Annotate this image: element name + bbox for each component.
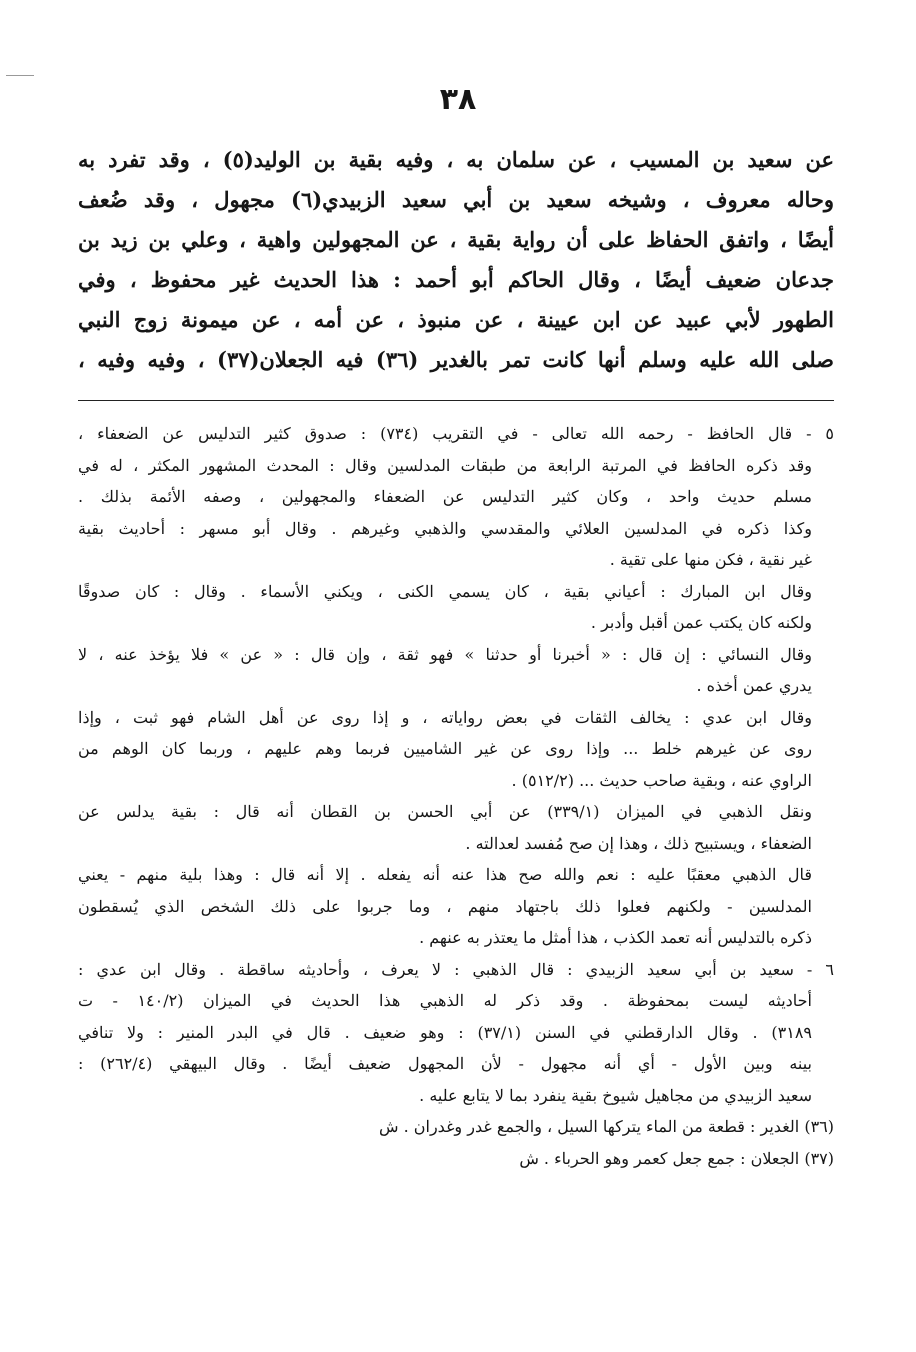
- footnote-5-line: وقال ابن المبارك : أعياني بقية ، كان يسمي الكنى ، ويكني الأسماء . وقال : كان صدوقًا: [78, 581, 812, 601]
- footnote-5-line: روى عن غيرهم خلط ... وإذا روى عن غير الشاميين فربما وهم عليهم ، وربما كان الوهم من: [78, 739, 812, 758]
- main-line: عن سعيد بن المسيب ، عن سلمان به ، وفيه بقية بن الوليد(٥) ، وقد تفرد به: [78, 147, 834, 172]
- footnote-6-line: بينه وبين الأول - أي أنه مجهول - لأن المجهول ضعيف أيضًا . وقال البيهقي (٢٦٢/٤) :: [78, 1054, 813, 1073]
- footnote-6-line: سعيد الزبيدي من مجاهيل شيوخ بقية ينفرد بما لا يتابع عليه .: [419, 1085, 812, 1105]
- footnote-5-line: المدلسين - ولكنهم فعلوا ذلك باجتهاد منهم ، وما جربوا على ذلك الشخص الذي يُسقطون: [78, 896, 812, 916]
- footnote-5-line: ونقل الذهبي في الميزان (٣٣٩/١) عن أبي الحسن بن القطان أنه قال : بقية يدلس عن: [78, 802, 812, 821]
- footnote-37: (٣٧) الجعلان : جمع جعل كعمر وهو الحرباء . ش: [519, 1148, 834, 1168]
- footnote-6-line: ٣١٨٩) . وقال الدارقطني في السنن (٣٧/١) : وهو ضعيف . قال في البدر المنير : ولا تنافي: [78, 1022, 812, 1042]
- page-number: ٣٨: [439, 82, 477, 117]
- footnote-5-line: مسلم حديث واحد ، وكان كثير التدليس عن الضعفاء والمجهولين ، وصفه الأئمة بذلك .: [78, 487, 812, 506]
- footnote-5-line: قال الذهبي معقبًا عليه : نعم والله صح هذا عنه أنه يفعله . إلا أنه قال : وهذا بلية منهم - يعني: [78, 865, 812, 884]
- footnote-divider: [78, 400, 834, 401]
- footnote-5-line: ٥ - قال الحافظ - رحمه الله تعالى - في التقريب (٧٣٤) : صدوق كثير التدليس عن الضعفاء ،: [78, 424, 834, 443]
- main-line: جدعان ضعيف أيضًا ، وقال الحاكم أبو أحمد : هذا الحديث غير محفوظ ، وفي: [78, 267, 834, 292]
- footnote-5-line: غير نقية ، فكن منها على تقية .: [609, 550, 812, 569]
- footnote-5-line: وقال النسائي : إن قال : « أخبرنا أو حدثنا » فهو ثقة ، وإن قال : « عن » فلا يؤخذ عنه ، لا: [78, 644, 812, 664]
- footnote-5-line: الراوي عنه ، وبقية صاحب حديث ... (٥١٢/٢) .: [511, 770, 812, 790]
- footnote-5-line: وقال ابن عدي : يخالف الثقات في بعض رواياته ، و إذا روى عن أهل الشام فهو ثبت ، وإذا: [78, 707, 813, 727]
- main-line: وحاله معروف ، وشيخه سعيد بن أبي سعيد الزبيدي(٦) مجهول ، وقد ضُعف: [78, 187, 834, 212]
- margin-mark: [6, 75, 34, 76]
- main-line: صلى الله عليه وسلم أنها كانت تمر بالغدير (٣٦) فيه الجعلان(٣٧) ، وفيه وفيه ،: [78, 347, 834, 372]
- footnote-5-line: وقد ذكره الحافظ في المرتبة الرابعة من طبقات المدلسين وقال : المحدث المشهور المكثر ، له في: [78, 455, 812, 475]
- footnote-5-line: الضعفاء ، ويستبيح ذلك ، وهذا إن صح مُفسد لعدالته .: [465, 833, 812, 853]
- footnotes: [78, 418, 834, 1174]
- footnote-6-line: ٦ - سعيد بن أبي سعيد الزبيدي : قال الذهبي : لا يعرف ، وأحاديثه ساقطة . وقال ابن عدي :: [78, 959, 834, 979]
- footnote-5-line: يدري عمن أخذه .: [696, 676, 812, 695]
- footnote-6-line: أحاديثه ليست بمحفوظة . وقد ذكر له الذهبي هذا الحديث في الميزان (١٤٠/٢ - ت: [78, 991, 813, 1010]
- footnote-5-line: ذكره بالتدليس أنه تعمد الكذب ، هذا أمثل ما يعتذر به عنهم .: [419, 928, 812, 947]
- footnote-5-line: ولكنه كان يكتب عمن أقبل وأدبر .: [590, 613, 812, 632]
- main-line: أيضًا ، واتفق الحفاظ على أن رواية بقية ، عن المجهولين واهية ، وعلي بن زيد بن: [78, 227, 834, 252]
- main-text: [78, 140, 834, 380]
- footnote-36: (٣٦) الغدير : قطعة من الماء يتركها السيل ، والجمع غدر وغدران . ش: [378, 1117, 834, 1136]
- main-line: الطهور لأبي عبيد عن ابن عيينة ، عن منبوذ ، عن أمه ، عن ميمونة زوج النبي: [78, 307, 834, 332]
- footnote-5-line: وكذا ذكره في المدلسين العلائي والمقدسي والذهبي وغيرهم . وقال أبو مسهر : أحاديث بقية: [78, 518, 812, 538]
